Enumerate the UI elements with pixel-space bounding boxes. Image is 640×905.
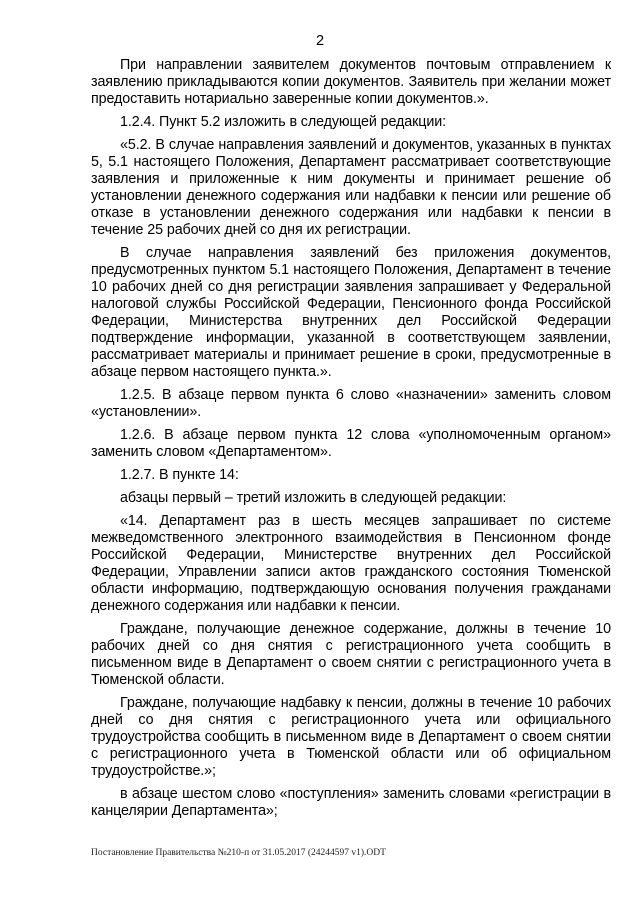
document-body [91, 57, 611, 826]
paragraph: в абзаце шестом слово «поступления» заменить словами «регистрации в канцелярии Департамента»; [91, 786, 611, 819]
paragraph: «5.2. В случае направления заявлений и документов, указанных в пунктах 5, 5.1 настоящего Положения, Департамент рассматривает соответствующие заявления и приложенные к ним документы и принимает решение об установлении денежного содержания или надбавки к пенсии или решение об отказе в установлении денежного содержания или надбавки к пенсии в течение 25 рабочих дней со дня их регистрации. [91, 137, 611, 238]
paragraph: 1.2.6. В абзаце первом пункта 12 слова «уполномоченным органом» заменить словом «Департаментом». [91, 427, 611, 460]
document-footer: Постановление Правительства №210-п от 31.05.2017 (24244597 v1).ODT [91, 848, 386, 858]
page-number: 2 [315, 33, 325, 49]
paragraph: «14. Департамент раз в шесть месяцев запрашивает по системе межведомственного электронного взаимодействия в Пенсионном фонде Российской Федерации, Министерстве внутренних дел Российской Федерации, Управлении записи актов гражданского состояния Тюменской области информацию, подтверждающую основания получения гражданами денежного содержания или надбавки к пенсии. [91, 513, 611, 614]
paragraph: абзацы первый – третий изложить в следующей редакции: [120, 490, 507, 506]
paragraph: 1.2.4. Пункт 5.2 изложить в следующей редакции: [120, 114, 447, 130]
paragraph: 1.2.7. В пункте 14: [120, 467, 239, 483]
paragraph: Граждане, получающие надбавку к пенсии, должны в течение 10 рабочих дней со дня снятия с регистрационного учета или официального трудоустройства сообщить в письменном виде в Департамент о своем снятии с регистрационного учета в Тюменской области или об официальном трудоустройстве.»; [91, 695, 611, 779]
paragraph: Граждане, получающие денежное содержание, должны в течение 10 рабочих дней со дня снятия с регистрационного учета сообщить в письменном виде в Департамент о своем снятии с регистрационного учета в Тюменской области. [91, 621, 611, 688]
paragraph: При направлении заявителем документов почтовым отправлением к заявлению прикладываются копии документов. Заявитель при желании может предоставить нотариально заверенные копии документов.». [91, 57, 611, 107]
paragraph: В случае направления заявлений без приложения документов, предусмотренных пунктом 5.1 настоящего Положения, Департамент в течение 10 рабочих дней со дня регистрации заявления запрашивает у Федеральной налоговой службы Российской Федерации, Пенсионного фонда Российской Федерации, Министерства внутренних дел Российской Федерации подтверждение информации, указанной в соответствующем заявлении, рассматривает материалы и принимает решение в сроки, предусмотренные в абзаце первом настоящего пункта.». [91, 245, 611, 380]
paragraph: 1.2.5. В абзаце первом пункта 6 слово «назначении» заменить словом «установлении». [91, 387, 611, 420]
